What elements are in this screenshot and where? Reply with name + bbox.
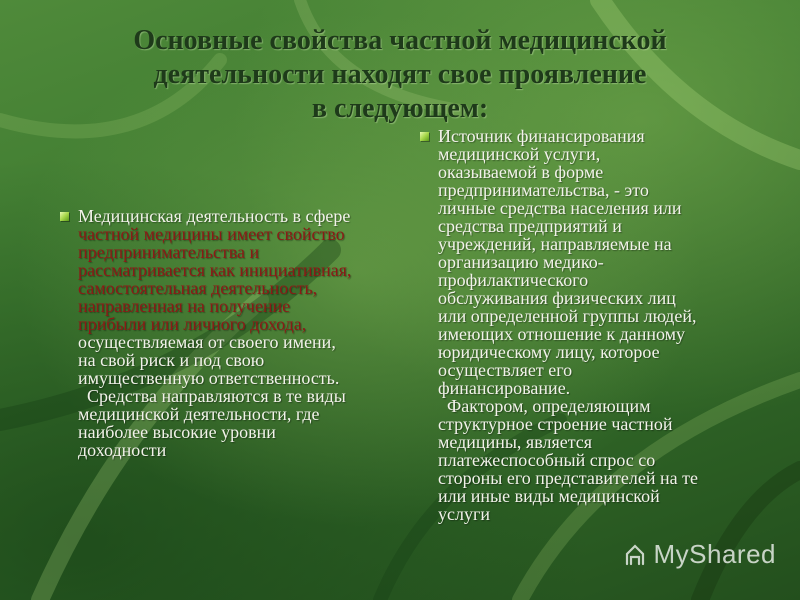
- text-line: Фактором, определяющим: [438, 396, 651, 416]
- text-line: Средства направляются в те виды: [78, 386, 346, 406]
- title-line: Основные свойства частной медицинской: [133, 25, 667, 56]
- text-line: осуществляет его: [438, 360, 573, 380]
- text-line: финансирование.: [438, 378, 571, 398]
- text-line: имущественную ответственность.: [78, 368, 340, 388]
- text-line: Источник финансирования: [438, 126, 645, 146]
- right-bullet-text: [438, 127, 765, 523]
- text-line: личные средства населения или: [438, 198, 682, 218]
- text-line: осуществляемая от своего имени,: [78, 332, 336, 352]
- text-line: медицины, является: [438, 432, 593, 452]
- text-line: прибыли или личного дохода,: [78, 314, 307, 334]
- text-line: самостоятельная деятельность,: [78, 278, 318, 298]
- text-line: наиболее высокие уровни: [78, 422, 276, 442]
- text-line: оказываемой в форме: [438, 162, 604, 182]
- square-bullet-icon: [60, 212, 69, 221]
- square-bullet-icon: [420, 132, 429, 141]
- page-title: [80, 24, 720, 126]
- myshared-logo-icon: [622, 542, 648, 568]
- left-bullet-text: [78, 207, 400, 459]
- text-line: частной медицины имеет свойство: [78, 224, 345, 244]
- text-line: направленная на получение: [78, 296, 291, 316]
- text-line: учреждений, направляемые на: [438, 234, 672, 254]
- text-line: стороны его представителей на те: [438, 468, 698, 488]
- text-line: или определенной группы людей,: [438, 306, 697, 326]
- text-line: рассматривается как инициативная,: [78, 260, 352, 280]
- text-line: организацию медико-: [438, 252, 604, 272]
- text-line: имеющих отношение к данному: [438, 324, 686, 344]
- text-line: предпринимательства и: [78, 242, 260, 262]
- watermark-text: MyShared: [653, 539, 776, 569]
- myshared-watermark: [622, 539, 777, 570]
- text-line: Медицинская деятельность в сфере: [78, 206, 351, 226]
- text-line: средства предприятий и: [438, 216, 622, 236]
- text-line: услуги: [438, 504, 490, 524]
- text-line: юридическому лицу, которое: [438, 342, 660, 362]
- text-line: предпринимательства, - это: [438, 180, 649, 200]
- text-line: медицинской деятельности, где: [78, 404, 320, 424]
- text-line: обслуживания физических лиц: [438, 288, 676, 308]
- title-line: в следующем:: [311, 93, 489, 124]
- text-line: на свой риск и под свою: [78, 350, 265, 370]
- text-line: профилактического: [438, 270, 589, 290]
- text-line: структурное строение частной: [438, 414, 673, 434]
- text-line: платежеспособный спрос со: [438, 450, 656, 470]
- text-line: или иные виды медицинской: [438, 486, 660, 506]
- text-line: доходности: [78, 440, 167, 460]
- left-bullet-item: [60, 207, 400, 459]
- title-line: деятельности находят свое проявление: [153, 59, 647, 90]
- right-bullet-item: [420, 127, 765, 523]
- text-line: медицинской услуги,: [438, 144, 601, 164]
